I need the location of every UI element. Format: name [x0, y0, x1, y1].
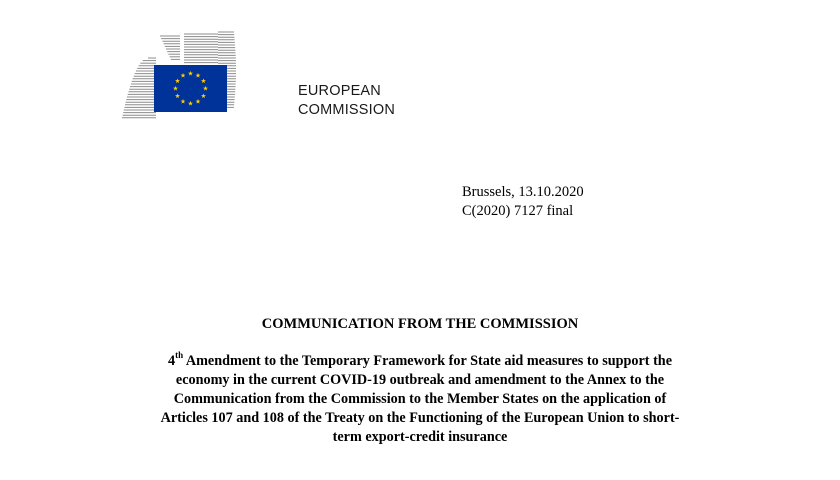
european-commission-logo — [118, 28, 418, 123]
document-meta — [462, 183, 584, 221]
logo-line-european: EUROPEAN — [298, 83, 381, 99]
title-line-3: Communication from the Commission to the Member States on the application of — [173, 391, 667, 407]
logo-wordmark — [298, 82, 395, 120]
document-reference: C(2020) 7127 final — [462, 203, 574, 219]
logo-line-commission: COMMISSION — [298, 102, 396, 118]
title-line-1 — [120, 352, 720, 371]
title-line-4: Articles 107 and 108 of the Treaty on the Functioning of the European Union to short- — [160, 410, 680, 426]
title-ordinal-suffix: th — [175, 350, 184, 361]
title-line-1-text: Amendment to the Temporary Framework for State aid measures to support the — [183, 353, 672, 369]
title-ordinal-number: 4 — [167, 353, 176, 369]
title-line-2: economy in the current COVID-19 outbreak and amendment to the Annex to the — [175, 372, 665, 388]
title-line-5: term export-credit insurance — [332, 429, 508, 445]
place-date: Brussels, 13.10.2020 — [462, 184, 584, 200]
document-title — [120, 352, 720, 447]
document-type-heading: COMMUNICATION FROM THE COMMISSION — [261, 316, 579, 332]
european-commission-emblem-icon — [118, 28, 238, 123]
